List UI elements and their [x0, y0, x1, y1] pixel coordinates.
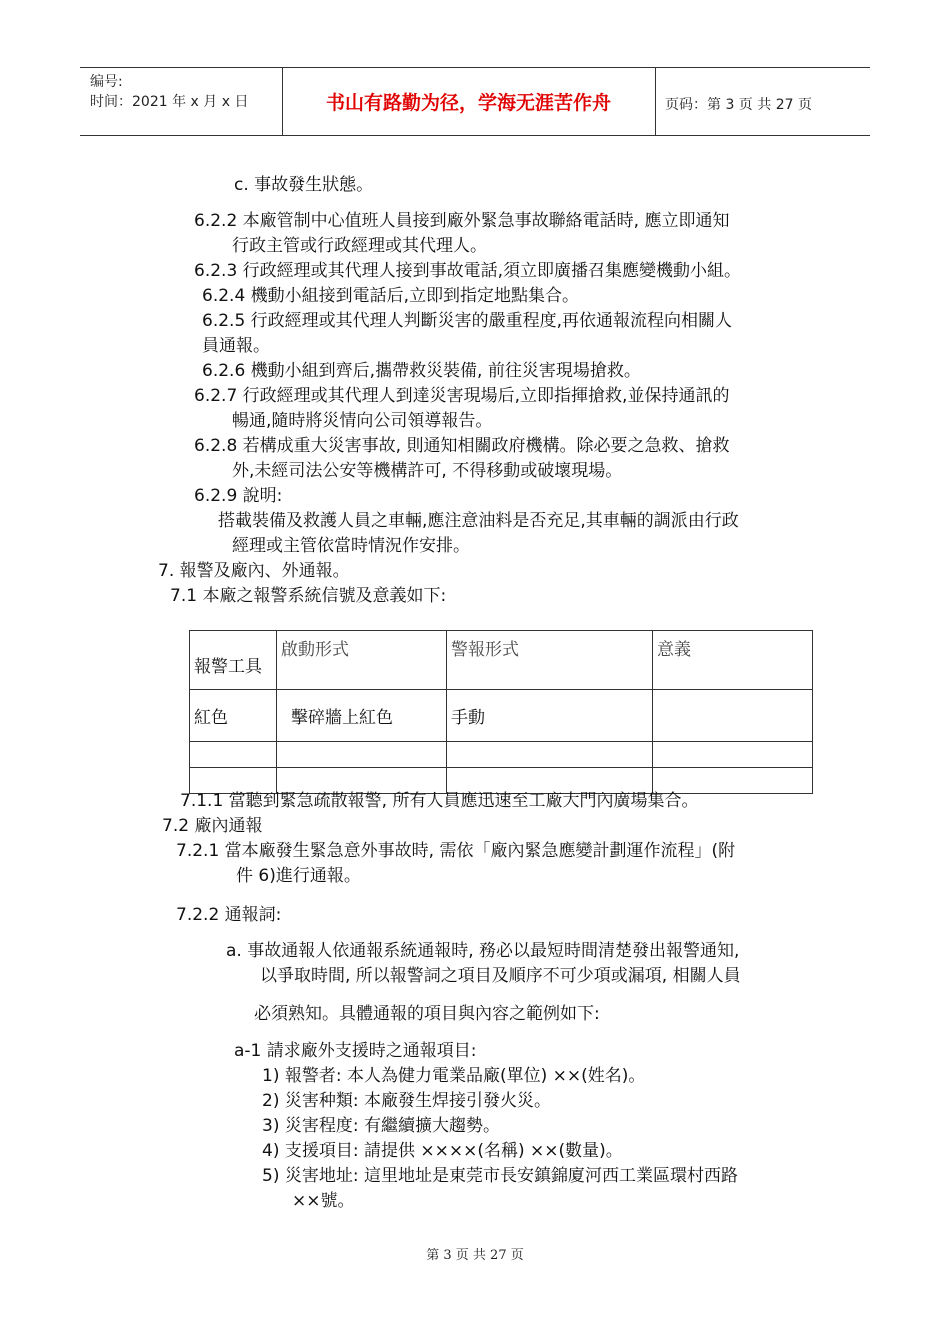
text-line: 件 6)進行通報。	[236, 866, 361, 886]
alarm-signal-table	[189, 630, 813, 794]
text-line: 以爭取時間, 所以報警詞之項目及順序不可少項或漏項, 相關人員	[260, 966, 741, 986]
text-line: 7.2.1 當本廠發生緊急意外事故時, 需依「廠內緊急應變計劃運作流程」(附	[176, 841, 736, 861]
page-number-label: 页码：第 3 页 共 27 页	[665, 97, 812, 113]
text-line: 6.2.4 機動小組接到電話后,立即到指定地點集合。	[202, 286, 580, 306]
text-line: 經理或主管依當時情況作安排。	[232, 536, 470, 556]
table-cell	[653, 742, 813, 768]
table-row	[190, 742, 813, 768]
header-divider	[655, 67, 656, 135]
table-header-cell: 警報形式	[447, 631, 653, 690]
text-line: 6.2.7 行政經理或其代理人到達災害現場后,立即指揮搶救,並保持通訊的	[194, 386, 730, 406]
text-line: 6.2.2 本廠管制中心值班人員接到廠外緊急事故聯絡電話時, 應立即通知	[194, 211, 730, 231]
header-slogan: 书山有路勤为径，学海无涯苦作舟	[325, 91, 611, 114]
table-cell	[447, 742, 653, 768]
page-footer: 第 3 页 共 27 页	[426, 1248, 524, 1263]
text-line: 6.2.6 機動小組到齊后,攜帶救災裝備, 前往災害現場搶救。	[202, 361, 641, 381]
list-item: 3) 災害程度: 有繼續擴大趨勢。	[262, 1116, 500, 1136]
table-header-cell: 意義	[653, 631, 813, 690]
table-cell	[653, 690, 813, 742]
text-line: 暢通,隨時將災情向公司領導報告。	[232, 411, 493, 431]
text-line: 員通報。	[202, 336, 270, 356]
text-line: 6.2.5 行政經理或其代理人判斷災害的嚴重程度,再依通報流程向相關人	[202, 311, 733, 331]
text-line: 搭載裝備及救護人員之車輛,應注意油料是否充足,其車輛的調派由行政	[218, 511, 739, 531]
table-cell: 手動	[447, 690, 653, 742]
list-item: 2) 災害种類: 本廠發生焊接引發火災。	[262, 1091, 551, 1111]
list-item: 4) 支援項目: 請提供 ××××(名稱) ××(數量)。	[262, 1141, 623, 1161]
doc-date-label: 时间：2021 年 x 月 x 日	[90, 94, 249, 110]
table-header-cell: 報警工具	[190, 631, 277, 690]
table-row	[190, 690, 813, 742]
text-line: 必須熟知。具體通報的項目與內容之範例如下:	[254, 1004, 600, 1024]
text-line: a-1 請求廠外支援時之通報項目:	[234, 1041, 477, 1061]
list-item: ××號。	[292, 1191, 355, 1211]
table-header-cell: 啟動形式	[277, 631, 447, 690]
section-heading: 7. 報警及廠內、外通報。	[158, 561, 350, 581]
table-cell: 紅色	[190, 690, 277, 742]
table-cell	[277, 742, 447, 768]
doc-number-label: 编号:	[90, 74, 123, 90]
section-heading: 7.2 廠內通報	[162, 816, 263, 836]
list-item: 1) 報警者: 本人為健力電業品廠(單位) ××(姓名)。	[262, 1066, 646, 1086]
table-cell: 擊碎牆上紅色	[277, 690, 447, 742]
text-line: 6.2.3 行政經理或其代理人接到事故電話,須立即廣播召集應變機動小組。	[194, 261, 742, 281]
text-line: c. 事故發生狀態。	[234, 175, 374, 195]
text-line: 行政主管或行政經理或其代理人。	[232, 236, 487, 256]
text-line: 6.2.9 說明:	[194, 486, 283, 506]
text-line: 7.1.1 當聽到緊急疏散報警, 所有人員應迅速至工廠大門內廣場集合。	[180, 791, 699, 811]
text-line: 外,未經司法公安等機構許可, 不得移動或破壞現場。	[232, 461, 623, 481]
table-cell	[190, 742, 277, 768]
text-line: 7.2.2 通報詞:	[176, 905, 282, 925]
text-line: 7.1 本廠之報警系統信號及意義如下:	[170, 586, 447, 606]
list-item: 5) 災害地址: 這里地址是東莞市長安鎮錦廈河西工業區環村西路	[262, 1166, 738, 1186]
text-line: a. 事故通報人依通報系統通報時, 務必以最短時間清楚發出報警通知,	[226, 941, 740, 961]
text-line: 6.2.8 若構成重大災害事故, 則通知相關政府機構。除必要之急救、搶救	[194, 436, 730, 456]
table-header-row	[190, 631, 813, 690]
header-bottom-rule	[80, 135, 870, 136]
